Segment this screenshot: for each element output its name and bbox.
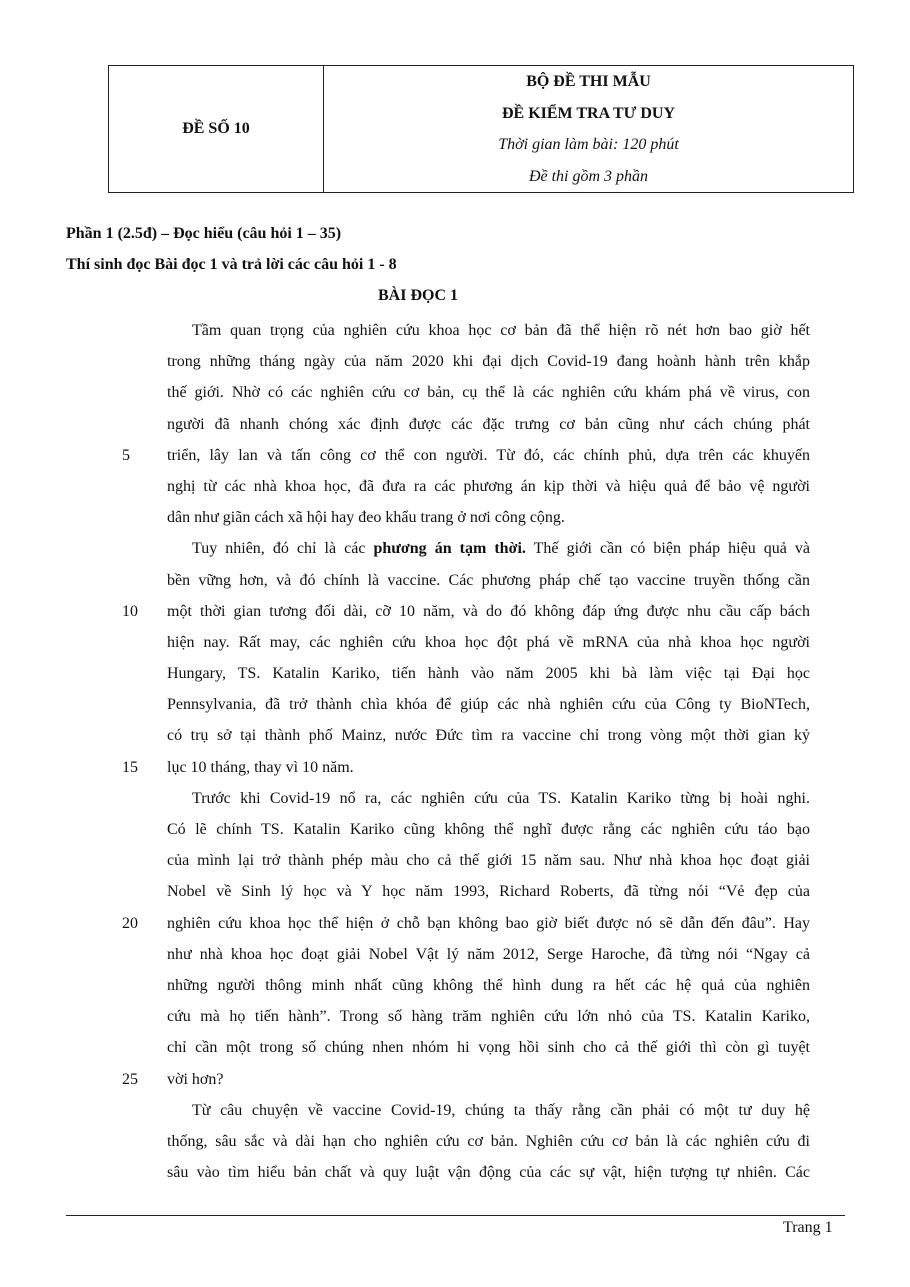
- passage-line: [167, 658, 810, 689]
- passage-text: Hungary, TS. Katalin Kariko, tiến hành vào năm 2005 khi bà làm việc tại Đại học: [167, 665, 810, 683]
- section-instruction: Thí sinh đọc Bài đọc 1 và trả lời các câu hỏi 1 - 8: [66, 256, 397, 273]
- passage-text: cứu mà họ tiến hành”. Trong số hàng trăm nghiên cứu lớn nhỏ của TS. Katalin Kariko,: [167, 1008, 810, 1026]
- passage-text: lục 10 tháng, thay vì 10 năm.: [167, 758, 354, 776]
- passage-line: [167, 1001, 810, 1032]
- page-footer: [779, 1219, 833, 1237]
- passage-text: trong những tháng ngày của năm 2020 khi đại dịch Covid-19 đang hoành hành trên khắp: [167, 353, 810, 371]
- emphasized-phrase: phương án tạm thời.: [373, 540, 526, 558]
- passage-text: những người thông minh nhất cũng không thể hình dung ra hết các hệ quả của nghiên: [167, 976, 810, 994]
- passage-line: [167, 627, 810, 658]
- passage-line: [167, 346, 810, 377]
- passage-text: triển, lây lan và tấn công cơ thể con người. Từ đó, các chính phủ, dựa trên các khuyến: [167, 446, 810, 464]
- page-label: Trang: [783, 1219, 821, 1236]
- passage-line: [122, 440, 810, 471]
- passage-text: Tuy nhiên, đó chỉ là các: [192, 540, 374, 558]
- passage-text: Nobel về Sinh lý học và Y học năm 1993, Richard Roberts, đã từng nói “Vẻ đẹp của: [167, 883, 810, 901]
- exam-header-table: [108, 65, 854, 193]
- exam-parts: Đề thi gồm 3 phần: [528, 167, 649, 185]
- reading-title: BÀI ĐỌC 1: [378, 287, 459, 304]
- line-number: 25: [122, 1070, 138, 1088]
- passage-text: Từ câu chuyện về vaccine Covid-19, chúng ta thấy rằng cần phải có một tư duy hệ: [192, 1101, 810, 1119]
- passage-line: [167, 315, 810, 346]
- exam-number-cell: [109, 66, 324, 193]
- passage-line: [167, 1032, 810, 1063]
- passage-text: nghiên cứu khoa học thể hiện ở chỗ bạn không bao giờ biết được nó sẽ dẫn đến đâu”. Hay: [167, 914, 810, 932]
- passage-text: như nhà khoa học đoạt giải Nobel Vật lý năm 2012, Serge Haroche, đã từng nói “Ngay cả: [167, 945, 810, 963]
- passage-line: [167, 939, 810, 970]
- passage-text: Pennsylvania, đã trở thành chìa khóa để giúp các nhà nghiên cứu của Công ty BioNTech,: [167, 696, 810, 714]
- passage-line: [122, 596, 810, 627]
- passage-text: Có lẽ chính TS. Katalin Kariko cũng không thể nghĩ được rằng các nghiên cứu táo bạo: [167, 821, 810, 838]
- line-number: 20: [122, 914, 138, 932]
- passage-line: [167, 814, 810, 845]
- passage-text: chỉ cần một trong số chúng nhen nhóm hi vọng hồi sinh cho cả thế giới thì còn gì tuyệt: [167, 1039, 810, 1057]
- passage-line: [167, 970, 810, 1001]
- section-title: Phần 1 (2.5đ) – Đọc hiểu (câu hỏi 1 – 35): [66, 225, 342, 242]
- passage-line: [122, 1064, 810, 1095]
- passage-line: [122, 908, 810, 939]
- passage-text: thế giới. Nhờ có các nghiên cứu cơ bản, cụ thể là các nghiên cứu khám phá về virus, con: [167, 384, 810, 402]
- passage-text: có trụ sở tại thành phố Mainz, nước Đức tìm ra vaccine chỉ trong vòng một thời gian kỷ: [167, 727, 810, 745]
- page-number: 1: [824, 1219, 833, 1236]
- passage-text: một thời gian tương đối dài, cỡ 10 năm, và do đó không đáp ứng được nhu cầu cấp bách: [167, 602, 810, 620]
- passage-line: [167, 876, 810, 907]
- passage-line: [167, 409, 810, 440]
- passage-line: [167, 689, 810, 720]
- reading-passage: [122, 315, 811, 1188]
- passage-line: [122, 752, 810, 783]
- exam-duration: Thời gian làm bài: 120 phút: [498, 136, 679, 153]
- passage-text: của mình lại trở thành phép màu cho cả thế giới 15 năm sau. Như nhà khoa học đoạt giải: [167, 852, 810, 870]
- line-number: 10: [122, 602, 138, 620]
- passage-text: sâu vào tìm hiểu bản chất và quy luật vận động của các sự vật, hiện tượng tự nhiên. Các: [167, 1164, 810, 1182]
- passage-text: hiện nay. Rất may, các nghiên cứu khoa học đột phá về mRNA của nhà khoa học người: [167, 633, 810, 651]
- passage-line: [167, 502, 810, 533]
- passage-text: Tầm quan trọng của nghiên cứu khoa học cơ bản đã thể hiện rõ nét hơn bao giờ hết: [192, 322, 810, 339]
- exam-number: ĐỀ SỐ 10: [182, 120, 250, 137]
- footer-divider: [66, 1215, 845, 1216]
- passage-text: thống, sâu sắc và dài hạn cho nghiên cứu cơ bản. Nghiên cứu cơ bản là các nghiên cứu đi: [167, 1132, 810, 1150]
- passage-line: [167, 471, 810, 502]
- passage-text: bền vững hơn, và đó chính là vaccine. Các phương pháp chế tạo vaccine truyền thống cần: [167, 571, 810, 589]
- passage-line: [167, 565, 810, 596]
- line-number: 15: [122, 758, 138, 776]
- passage-line: [167, 1126, 810, 1157]
- passage-line: [167, 845, 810, 876]
- passage-text: nghị từ các nhà khoa học, đã đưa ra các phương án kịp thời và hiệu quả để bảo vệ người: [167, 477, 810, 495]
- passage-text: người đã nhanh chóng xác định được các đặc trưng cơ bản cũng như cách chúng phát: [167, 415, 810, 433]
- passage-line: [167, 377, 810, 408]
- exam-info-cell: [324, 66, 854, 193]
- passage-line: [167, 1157, 810, 1188]
- exam-title: ĐỀ KIỂM TRA TƯ DUY: [501, 104, 676, 122]
- passage-text: dân như giãn cách xã hội hay đeo khẩu trang ở nơi công cộng.: [167, 509, 565, 527]
- passage-line: [167, 783, 810, 814]
- line-number: 5: [122, 446, 130, 464]
- passage-line: [167, 1095, 810, 1126]
- passage-text: Thế giới cần có biện pháp hiệu quả và: [525, 540, 811, 558]
- exam-series: BỘ ĐỀ THI MẪU: [526, 73, 651, 90]
- passage-text: Trước khi Covid-19 nổ ra, các nghiên cứu của TS. Katalin Kariko từng bị hoài nghi.: [192, 789, 810, 807]
- passage-line: [167, 720, 810, 751]
- passage-text: vời hơn?: [167, 1070, 224, 1088]
- passage-line: [167, 533, 810, 564]
